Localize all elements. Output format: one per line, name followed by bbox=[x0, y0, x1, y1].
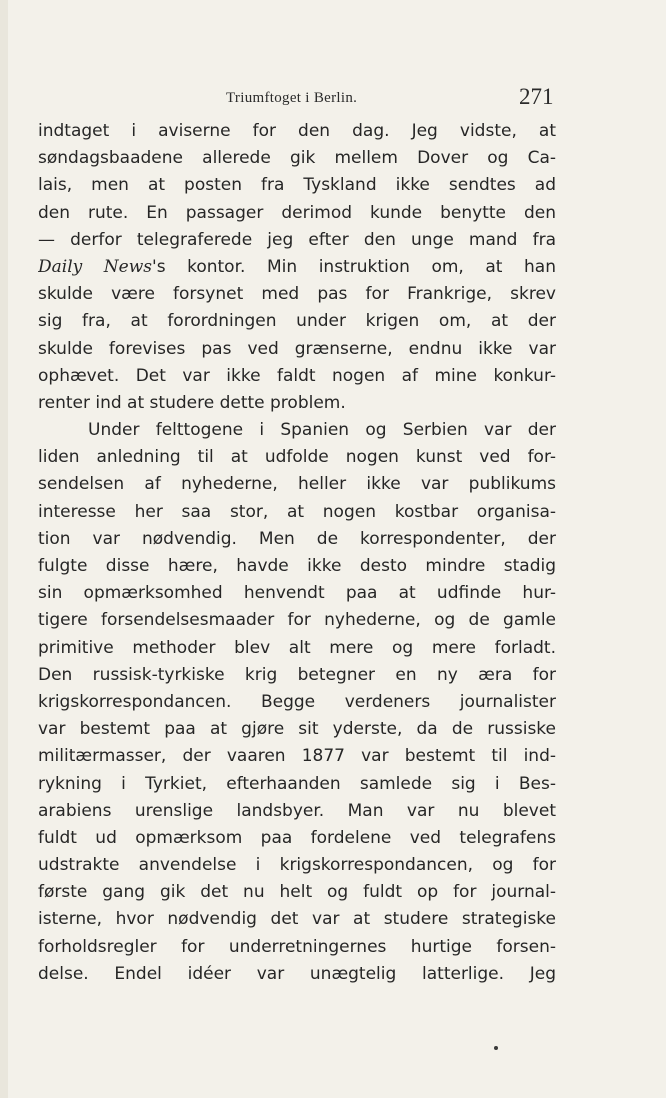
text-line: fulgte disse hære, havde ikke desto mindre stadig bbox=[38, 556, 556, 576]
body-text bbox=[38, 118, 556, 988]
page-number: 271 bbox=[519, 84, 554, 109]
text-line: tion var nødvendig. Men de korrespondenter, der bbox=[38, 528, 556, 549]
running-head bbox=[0, 86, 666, 112]
text-line: Den russisk-tyrkiske krig betegner en ny æra for bbox=[38, 664, 556, 685]
italic-newspaper-name: Daily News bbox=[38, 256, 153, 277]
text-line: renter ind at studere dette problem. bbox=[38, 392, 346, 413]
text-line: skulde være forsynet med pas for Frankrige, skrev bbox=[38, 284, 556, 305]
book-gutter bbox=[0, 0, 8, 1098]
text-line: udstrakte anvendelse i krigskorrespondancen, og for bbox=[38, 855, 556, 876]
text-line: lais, men at posten fra Tyskland ikke sendtes ad bbox=[38, 175, 556, 196]
text-line: skulde forevises pas ved grænserne, endnu ikke var bbox=[38, 338, 556, 359]
text-line: indtaget i aviserne for den dag. Jeg vidste, at bbox=[38, 121, 556, 141]
text-line: krigskorrespondancen. Begge verdeners journalister bbox=[38, 691, 556, 712]
text-line: interesse her saa stor, at nogen kostbar organisa- bbox=[38, 501, 556, 522]
text-line-with-italic bbox=[38, 254, 556, 281]
paragraph-first-line: Under felttogene i Spanien og Serbien var der bbox=[88, 420, 556, 441]
text-line: var bestemt paa at gjøre sit yderste, da de russiske bbox=[38, 719, 556, 740]
running-title: Triumftoget i Berlin. bbox=[226, 90, 358, 106]
text-line: sendelsen af nyhederne, heller ikke var publikums bbox=[38, 474, 556, 495]
text-line: ophævet. Det var ikke faldt nogen af mine konkur- bbox=[38, 365, 556, 386]
text-line: isterne, hvor nødvendig det var at studere strategiske bbox=[38, 909, 556, 930]
text-line: søndagsbaadene allerede gik mellem Dover og Ca- bbox=[38, 148, 556, 169]
text-line: — derfor telegraferede jeg efter den unge mand fra bbox=[38, 229, 556, 250]
text-line: sig fra, at forordningen under krigen om, at der bbox=[38, 311, 556, 332]
text-line: fuldt ud opmærksom paa fordelene ved telegrafens bbox=[38, 827, 556, 848]
text-line: primitive methoder blev alt mere og mere forladt. bbox=[38, 637, 556, 658]
text-line: tigere forsendelsesmaader for nyhederne, og de gamle bbox=[38, 610, 556, 631]
ink-speck bbox=[494, 1046, 498, 1050]
text-line: første gang gik det nu helt og fuldt op for journal- bbox=[38, 882, 556, 903]
text-line: sin opmærksomhed henvendt paa at udfinde hur- bbox=[38, 583, 556, 604]
text-line: rykning i Tyrkiet, efterhaanden samlede sig i Bes- bbox=[38, 773, 556, 794]
text-line: delse. Endel idéer var unægtelig latterlige. Jeg bbox=[38, 963, 556, 984]
text-line-rest: 's kontor. Min instruktion om, at han bbox=[152, 256, 556, 277]
text-line: forholdsregler for underretningernes hurtige forsen- bbox=[38, 936, 556, 957]
text-line: liden anledning til at udfolde nogen kunst ved for- bbox=[38, 447, 556, 468]
text-line: den rute. En passager derimod kunde benytte den bbox=[38, 202, 556, 223]
text-line: militærmasser, der vaaren 1877 var bestemt til ind- bbox=[38, 746, 556, 767]
text-line: arabiens urenslige landsbyer. Man var nu blevet bbox=[38, 800, 556, 821]
